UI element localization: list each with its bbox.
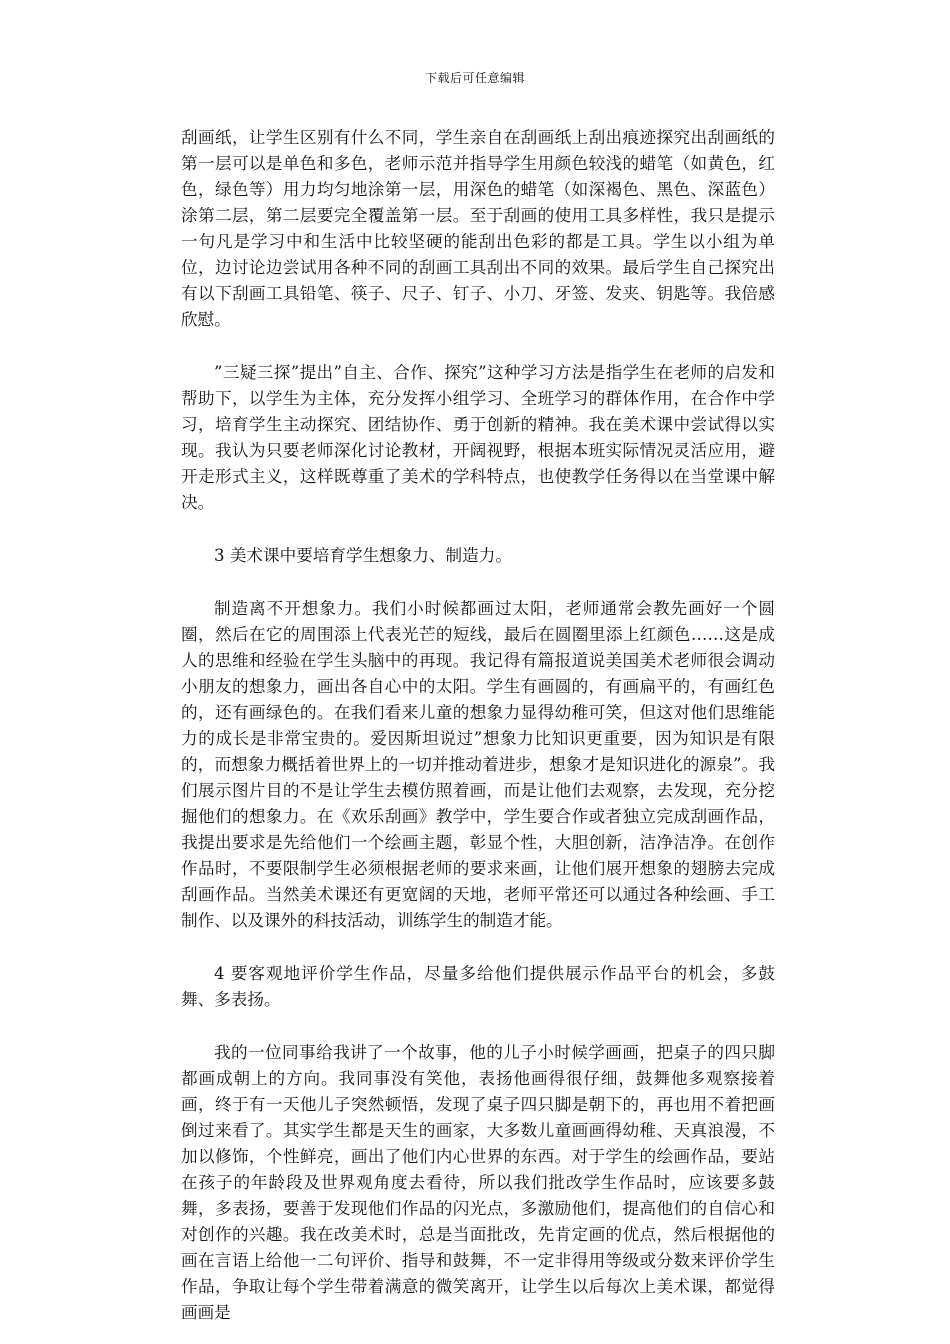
paragraph-evaluation: 我的一位同事给我讲了一个故事，他的儿子小时候学画画，把桌子的四只脚都画成朝上的方向。我同事没有笑他，表扬他画得很仔细，鼓舞他多观察接着画，终于有一天他儿子突然顿悟，发现了桌子四只脚是朝下的，再也用不着把画倒过来看了。其实学生都是天生的画家，大多数儿童画画得幼稚、天真浪漫，不加以修饰，个性鲜亮，画出了他们内心世界的东西。对于学生的绘画作品，要站在孩子的年龄段及世界观角度去看待，所以我们批改学生作品时，应该要多鼓舞，多表扬，要善于发现他们作品的闪光点，多激励他们，提高他们的自信心和对创作的兴趣。我在改美术时，总是当面批改，先肯定画的优点，然后根据他的画在言语上给他一二句评价、指导和鼓舞，不一定非得用等级或分数来评价学生作品，争取让每个学生带着满意的微笑离开，让学生以后每次上美术课，都觉得画画是: [181, 1043, 775, 1322]
document-body: [181, 125, 775, 1326]
paragraph-scratch-paper: 刮画纸，让学生区别有什么不同，学生亲自在刮画纸上刮出痕迹探究出刮画纸的第一层可以是单色和多色，老师示范并指导学生用颜色较浅的蜡笔（如黄色，红色，绿色等）用力均匀地涂第一层，用深色的蜡笔（如深褐色、黑色、深蓝色）涂第二层，第二层要完全覆盖第一层。至于刮画的使用工具多样性，我只是提示一句凡是学习中和生活中比较坚硬的能刮出色彩的都是工具。学生以小组为单位，边讨论边尝试用各种不同的刮画工具刮出不同的效果。最后学生自己探究出有以下刮画工具铅笔、筷子、尺子、钉子、小刀、牙签、发夹、钥匙等。我倍感欣慰。: [181, 128, 775, 329]
paragraph-three-doubts: ”三疑三探”提出”自主、合作、探究”这种学习方法是指学生在老师的启发和帮助下，以学生为主体，充分发挥小组学习、全班学习的群体作用，在合作中学习，培育学生主动探究、团结协作、勇于创新的精神。我在美术课中尝试得以实现。我认为只要老师深化讨论教材，开阔视野，根据本班实际情况灵活应用，避开走形式主义，这样既尊重了美术的学科特点，也使教学任务得以在当堂课中解决。: [181, 363, 775, 512]
paragraph-imagination: 制造离不开想象力。我们小时候都画过太阳，老师通常会教先画好一个圆圈，然后在它的周围添上代表光芒的短线，最后在圆圈里添上红颜色……这是成人的思维和经验在学生头脑中的再现。我记得有篇报道说美国美术老师很会调动小朋友的想象力，画出各自心中的太阳。学生有画圆的，有画扁平的，有画红色的，还有画绿色的。在我们看来儿童的想象力显得幼稚可笑，但这对他们思维能力的成长是非常宝贵的。爱因斯坦说过”想象力比知识更重要，因为知识是有限的，而想象力概括着世界上的一切并推动着进步，想象才是知识进化的源泉”。我们展示图片目的不是让学生去模仿照着画，而是让他们去观察，去发现，充分挖掘他们的想象力。在《欢乐刮画》教学中，学生要合作或者独立完成刮画作品，我提出要求是先给他们一个绘画主题，彰显个性，大胆创新，洁净洁净。在创作作品时，不要限制学生必须根据老师的要求来画，让他们展开想象的翅膀去完成刮画作品。当然美术课还有更宽阔的天地，老师平常还可以通过各种绘画、手工制作、以及课外的科技活动，训练学生的制造才能。: [181, 599, 775, 930]
page-header-note: 下载后可任意编辑: [424, 71, 525, 85]
section-heading-evaluation: 4 要客观地评价学生作品，尽量多给他们提供展示作品平台的机会，多鼓舞、多表扬。: [181, 964, 775, 1009]
section-heading-imagination: 3 美术课中要培育学生想象力、制造力。: [214, 546, 512, 565]
